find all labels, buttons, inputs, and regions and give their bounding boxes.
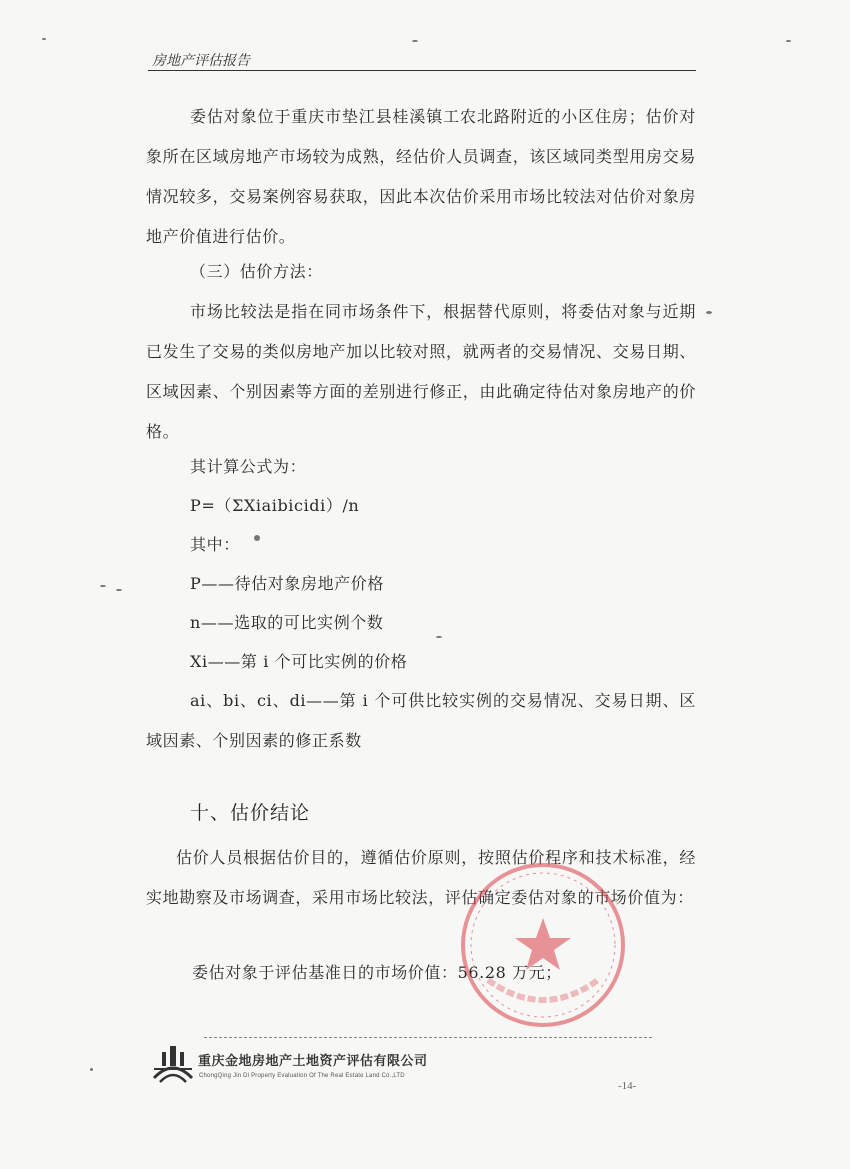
scan-speck (116, 589, 122, 591)
market-value-result: 委估对象于评估基准日的市场价值：56.28 万元； (192, 963, 562, 982)
company-name-chinese: 重庆金地房地产土地资产评估有限公司 (198, 1054, 428, 1069)
scan-speck (436, 636, 442, 638)
page-number: -14- (618, 1080, 637, 1092)
subheading-valuation-method: （三）估价方法： (190, 262, 323, 281)
paragraph-valuation-object: 委估对象位于重庆市垫江县桂溪镇工农北路附近的小区住房；估价对象所在区域房地产市场较为成熟，经估价人员调查，该区域同类型用房交易情况较多，交易案例容易获取，因此本次估价采用市场比较法对估价对象房地产价值进行估价。 (146, 107, 696, 246)
scan-speck (412, 40, 418, 42)
company-name-english: ChongQing Jin Di Property Evaluation Of The Real Estate Land Co.,LTD (199, 1073, 405, 1079)
footer-rule (204, 1037, 652, 1038)
formula-intro: 其计算公式为： (190, 457, 307, 476)
scan-speck (100, 585, 106, 587)
paragraph-market-comparison: 市场比较法是指在同市场条件下，根据替代原则，将委估对象与近期已发生了交易的类似房地产加以比较对照，就两者的交易情况、交易日期、区域因素、个别因素等方面的差别进行修正，由此确定待估对象房地产的价格。 (146, 302, 696, 441)
definition-xi: Xi——第 i 个可比实例的价格 (190, 652, 408, 671)
company-seal-stamp (458, 860, 628, 1030)
where-label: 其中： (190, 535, 240, 554)
scan-speck (254, 535, 260, 541)
scan-speck (90, 1068, 93, 1071)
definition-p: P——待估对象房地产价格 (190, 574, 384, 593)
paragraph-conclusion: 估价人员根据估价目的，遵循估价原则，按照估价程序和技术标准，经实地勘察及市场调查，采用市场比较法，评估确定委估对象的市场价值为： (146, 848, 696, 907)
scan-speck (786, 40, 791, 42)
header-rule (148, 70, 696, 71)
scan-speck (706, 311, 712, 314)
scan-speck (42, 38, 46, 40)
formula: P=（ΣXiaibicidi）/n (190, 496, 360, 515)
definition-n: n——选取的可比实例个数 (190, 613, 384, 632)
section-heading-conclusion: 十、估价结论 (190, 802, 311, 824)
definition-coefficients: ai、bi、ci、di——第 i 个可供比较实例的交易情况、交易日期、区域因素、个别因素的修正系数 (146, 691, 696, 750)
company-logo-icon (152, 1044, 194, 1084)
header-title: 房地产评估报告 (152, 53, 250, 69)
